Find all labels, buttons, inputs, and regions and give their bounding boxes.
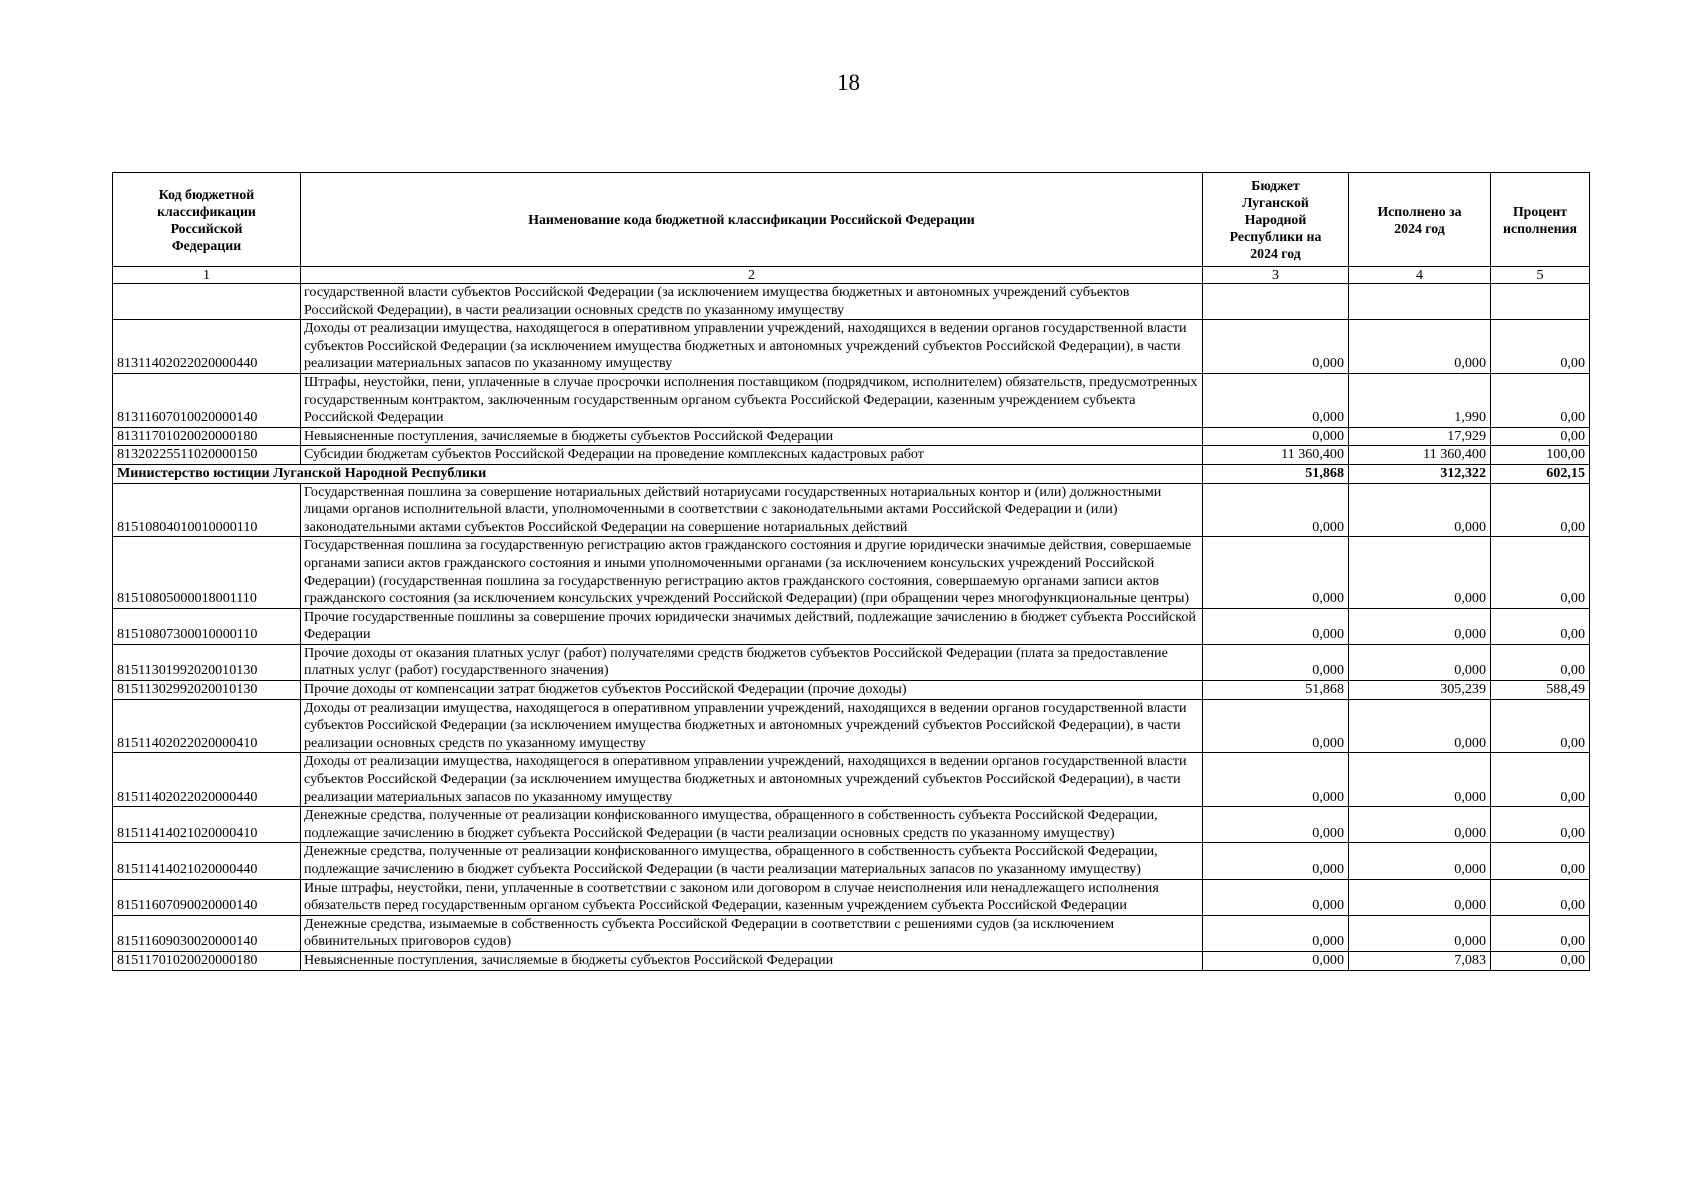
budget-code: 81511414021020000410 [113, 807, 301, 843]
budget-code-name: Невыясненные поступления, зачисляемые в бюджеты субъектов Российской Федерации [301, 951, 1203, 970]
table-row [113, 915, 1590, 951]
page-number: 18 [837, 70, 860, 95]
executed-amount: 7,083 [1349, 951, 1491, 970]
budget-code-name: Прочие государственные пошлины за совершение прочих юридически значимых действий, подлежащие зачислению в бюджет субъекта Российской Федерации [301, 608, 1203, 644]
budget-amount: 0,000 [1203, 807, 1349, 843]
table-row [113, 537, 1590, 608]
executed-amount: 0,000 [1349, 537, 1491, 608]
table-body [113, 284, 1590, 971]
table-header-row [113, 173, 1590, 267]
budget-code: 81511701020020000180 [113, 951, 301, 970]
budget-code-name: Доходы от реализации имущества, находящегося в оперативном управлении учреждений, находящихся в ведении органов государственной власти субъектов Российской Федерации (за исключением имущества бюджетных и автономных учреждений субъектов Российской Федерации), в части реализации материальных запасов по указанному имуществу [301, 753, 1203, 807]
table-row [113, 807, 1590, 843]
budget-amount: 11 360,400 [1203, 446, 1349, 465]
ministry-name: Министерство юстиции Луганской Народной Республики [113, 464, 1203, 483]
executed-amount: 1,990 [1349, 373, 1491, 427]
budget-amount: 0,000 [1203, 608, 1349, 644]
execution-percent: 602,15 [1491, 464, 1590, 483]
budget-code [113, 284, 301, 320]
executed-amount: 0,000 [1349, 320, 1491, 374]
budget-amount: 0,000 [1203, 879, 1349, 915]
executed-amount: 17,929 [1349, 427, 1491, 446]
budget-code-name: Доходы от реализации имущества, находящегося в оперативном управлении учреждений, находящихся в ведении органов государственной власти субъектов Российской Федерации (за исключением имущества бюджетных и автономных учреждений субъектов Российской Федерации), в части реализации основных средств по указанному имуществу [301, 699, 1203, 753]
budget-code-name: Субсидии бюджетам субъектов Российской Федерации на проведение комплексных кадастровых работ [301, 446, 1203, 465]
budget-amount: 0,000 [1203, 320, 1349, 374]
budget-amount [1203, 284, 1349, 320]
budget-code-name: Доходы от реализации имущества, находящегося в оперативном управлении учреждений, находящихся в ведении органов государственной власти субъектов Российской Федерации (за исключением имущества бюджетных и автономных учреждений субъектов Российской Федерации), в части реализации материальных запасов по указанному имуществу [301, 320, 1203, 374]
budget-code-name: Государственная пошлина за совершение нотариальных действий нотариусами государственных нотариальных контор и (или) должностными лицами органов исполнительной власти, уполномоченными в соответствии с законодательными актами Российской Федерации и (или) законодательными актами субъектов Российской Федерации на совершение нотариальных действий [301, 483, 1203, 537]
executed-amount: 0,000 [1349, 843, 1491, 879]
executed-amount: 0,000 [1349, 753, 1491, 807]
budget-code: 81511301992020010130 [113, 644, 301, 680]
execution-percent: 0,00 [1491, 373, 1590, 427]
executed-amount: 0,000 [1349, 915, 1491, 951]
budget-amount: 0,000 [1203, 427, 1349, 446]
execution-percent: 0,00 [1491, 644, 1590, 680]
budget-code: 81511302992020010130 [113, 681, 301, 700]
execution-percent: 0,00 [1491, 807, 1590, 843]
executed-amount: 305,239 [1349, 681, 1491, 700]
table-row [113, 608, 1590, 644]
budget-code-name: Денежные средства, полученные от реализации конфискованного имущества, обращенного в собственность субъекта Российской Федерации, подлежащие зачислению в бюджет субъекта Российской Федерации (в части реализации основных средств по указанному имуществу) [301, 807, 1203, 843]
table-row [113, 446, 1590, 465]
budget-code: 81511609030020000140 [113, 915, 301, 951]
header-name: Наименование кода бюджетной классификации Российской Федерации [301, 173, 1203, 267]
execution-percent: 0,00 [1491, 879, 1590, 915]
execution-percent: 0,00 [1491, 915, 1590, 951]
budget-code: 81320225511020000150 [113, 446, 301, 465]
column-number-row [113, 267, 1590, 284]
budget-code: 81311402022020000440 [113, 320, 301, 374]
header-executed: Исполнено за 2024 год [1349, 173, 1491, 267]
table-row [113, 879, 1590, 915]
budget-code: 81311701020020000180 [113, 427, 301, 446]
table-row [113, 753, 1590, 807]
execution-percent: 0,00 [1491, 699, 1590, 753]
execution-percent: 0,00 [1491, 427, 1590, 446]
table-row [113, 483, 1590, 537]
executed-amount: 11 360,400 [1349, 446, 1491, 465]
budget-amount: 0,000 [1203, 915, 1349, 951]
budget-code-name: Денежные средства, изымаемые в собственность субъекта Российской Федерации в соответствии с решениями судов (за исключением обвинительных приговоров судов) [301, 915, 1203, 951]
budget-code-name: Государственная пошлина за государственную регистрацию актов гражданского состояния и другие юридически значимые действия, совершаемые органами записи актов гражданского состояния и иными уполномоченными органами (за исключением консульских учреждений Российской Федерации) (государственная пошлина за государственную регистрацию актов гражданского состояния, совершаемую органами записи актов гражданского состояния (за исключением консульских учреждений Российской Федерации) (при обращении через многофункциональные центры) [301, 537, 1203, 608]
executed-amount: 312,322 [1349, 464, 1491, 483]
budget-amount: 0,000 [1203, 644, 1349, 680]
execution-percent: 0,00 [1491, 608, 1590, 644]
budget-amount: 51,868 [1203, 464, 1349, 483]
column-number: 2 [301, 267, 1203, 284]
budget-code: 81511402022020000440 [113, 753, 301, 807]
table-row [113, 699, 1590, 753]
budget-execution-table [112, 172, 1590, 971]
column-number: 5 [1491, 267, 1590, 284]
executed-amount: 0,000 [1349, 644, 1491, 680]
execution-percent: 0,00 [1491, 753, 1590, 807]
table-row [113, 320, 1590, 374]
budget-code-name: Иные штрафы, неустойки, пени, уплаченные в соответствии с законом или договором в случае неисполнения или ненадлежащего исполнения обязательств перед государственным органом субъекта Российской Федерации, казенным учреждением субъекта Российской Федерации [301, 879, 1203, 915]
budget-code-name: Прочие доходы от оказания платных услуг (работ) получателями средств бюджетов субъектов Российской Федерации (плата за предоставление платных услуг (работ) государственного значения) [301, 644, 1203, 680]
execution-percent [1491, 284, 1590, 320]
executed-amount: 0,000 [1349, 608, 1491, 644]
executed-amount: 0,000 [1349, 483, 1491, 537]
budget-amount: 0,000 [1203, 699, 1349, 753]
budget-code-name: Прочие доходы от компенсации затрат бюджетов субъектов Российской Федерации (прочие доходы) [301, 681, 1203, 700]
column-number: 3 [1203, 267, 1349, 284]
table-row [113, 843, 1590, 879]
budget-code-name: государственной власти субъектов Российской Федерации (за исключением имущества бюджетных и автономных учреждений субъектов Российской Федерации), в части реализации основных средств по указанному имуществу [301, 284, 1203, 320]
budget-code: 81511607090020000140 [113, 879, 301, 915]
table-row [113, 644, 1590, 680]
column-number: 4 [1349, 267, 1491, 284]
column-number: 1 [113, 267, 301, 284]
budget-amount: 0,000 [1203, 951, 1349, 970]
table-row [113, 681, 1590, 700]
execution-percent: 0,00 [1491, 951, 1590, 970]
budget-code-name: Невыясненные поступления, зачисляемые в бюджеты субъектов Российской Федерации [301, 427, 1203, 446]
table-row [113, 284, 1590, 320]
header-code: Код бюджетной классификации Российской Федерации [113, 173, 301, 267]
budget-code: 81510804010010000110 [113, 483, 301, 537]
execution-percent: 0,00 [1491, 320, 1590, 374]
table-row [113, 427, 1590, 446]
budget-amount: 0,000 [1203, 753, 1349, 807]
budget-code: 81511414021020000440 [113, 843, 301, 879]
table-row [113, 373, 1590, 427]
execution-percent: 0,00 [1491, 483, 1590, 537]
budget-amount: 51,868 [1203, 681, 1349, 700]
table-row [113, 951, 1590, 970]
budget-code-name: Денежные средства, полученные от реализации конфискованного имущества, обращенного в собственность субъекта Российской Федерации, подлежащие зачислению в бюджет субъекта Российской Федерации (в части реализации материальных запасов по указанному имуществу) [301, 843, 1203, 879]
budget-amount: 0,000 [1203, 373, 1349, 427]
execution-percent: 588,49 [1491, 681, 1590, 700]
header-budget: Бюджет Луганской Народной Республики на 2024 год [1203, 173, 1349, 267]
budget-amount: 0,000 [1203, 843, 1349, 879]
ministry-row [113, 464, 1590, 483]
executed-amount: 0,000 [1349, 807, 1491, 843]
budget-code: 81511402022020000410 [113, 699, 301, 753]
executed-amount: 0,000 [1349, 699, 1491, 753]
budget-amount: 0,000 [1203, 483, 1349, 537]
execution-percent: 0,00 [1491, 843, 1590, 879]
executed-amount [1349, 284, 1491, 320]
budget-code-name: Штрафы, неустойки, пени, уплаченные в случае просрочки исполнения поставщиком (подрядчиком, исполнителем) обязательств, предусмотренных государственным контрактом, заключенным государственным органом субъекта Российской Федерации, казенным учреждением субъекта Российской Федерации [301, 373, 1203, 427]
executed-amount: 0,000 [1349, 879, 1491, 915]
execution-percent: 100,00 [1491, 446, 1590, 465]
budget-code: 81311607010020000140 [113, 373, 301, 427]
budget-code: 81510807300010000110 [113, 608, 301, 644]
execution-percent: 0,00 [1491, 537, 1590, 608]
budget-amount: 0,000 [1203, 537, 1349, 608]
header-percent: Процент исполнения [1491, 173, 1590, 267]
budget-code: 81510805000018001110 [113, 537, 301, 608]
